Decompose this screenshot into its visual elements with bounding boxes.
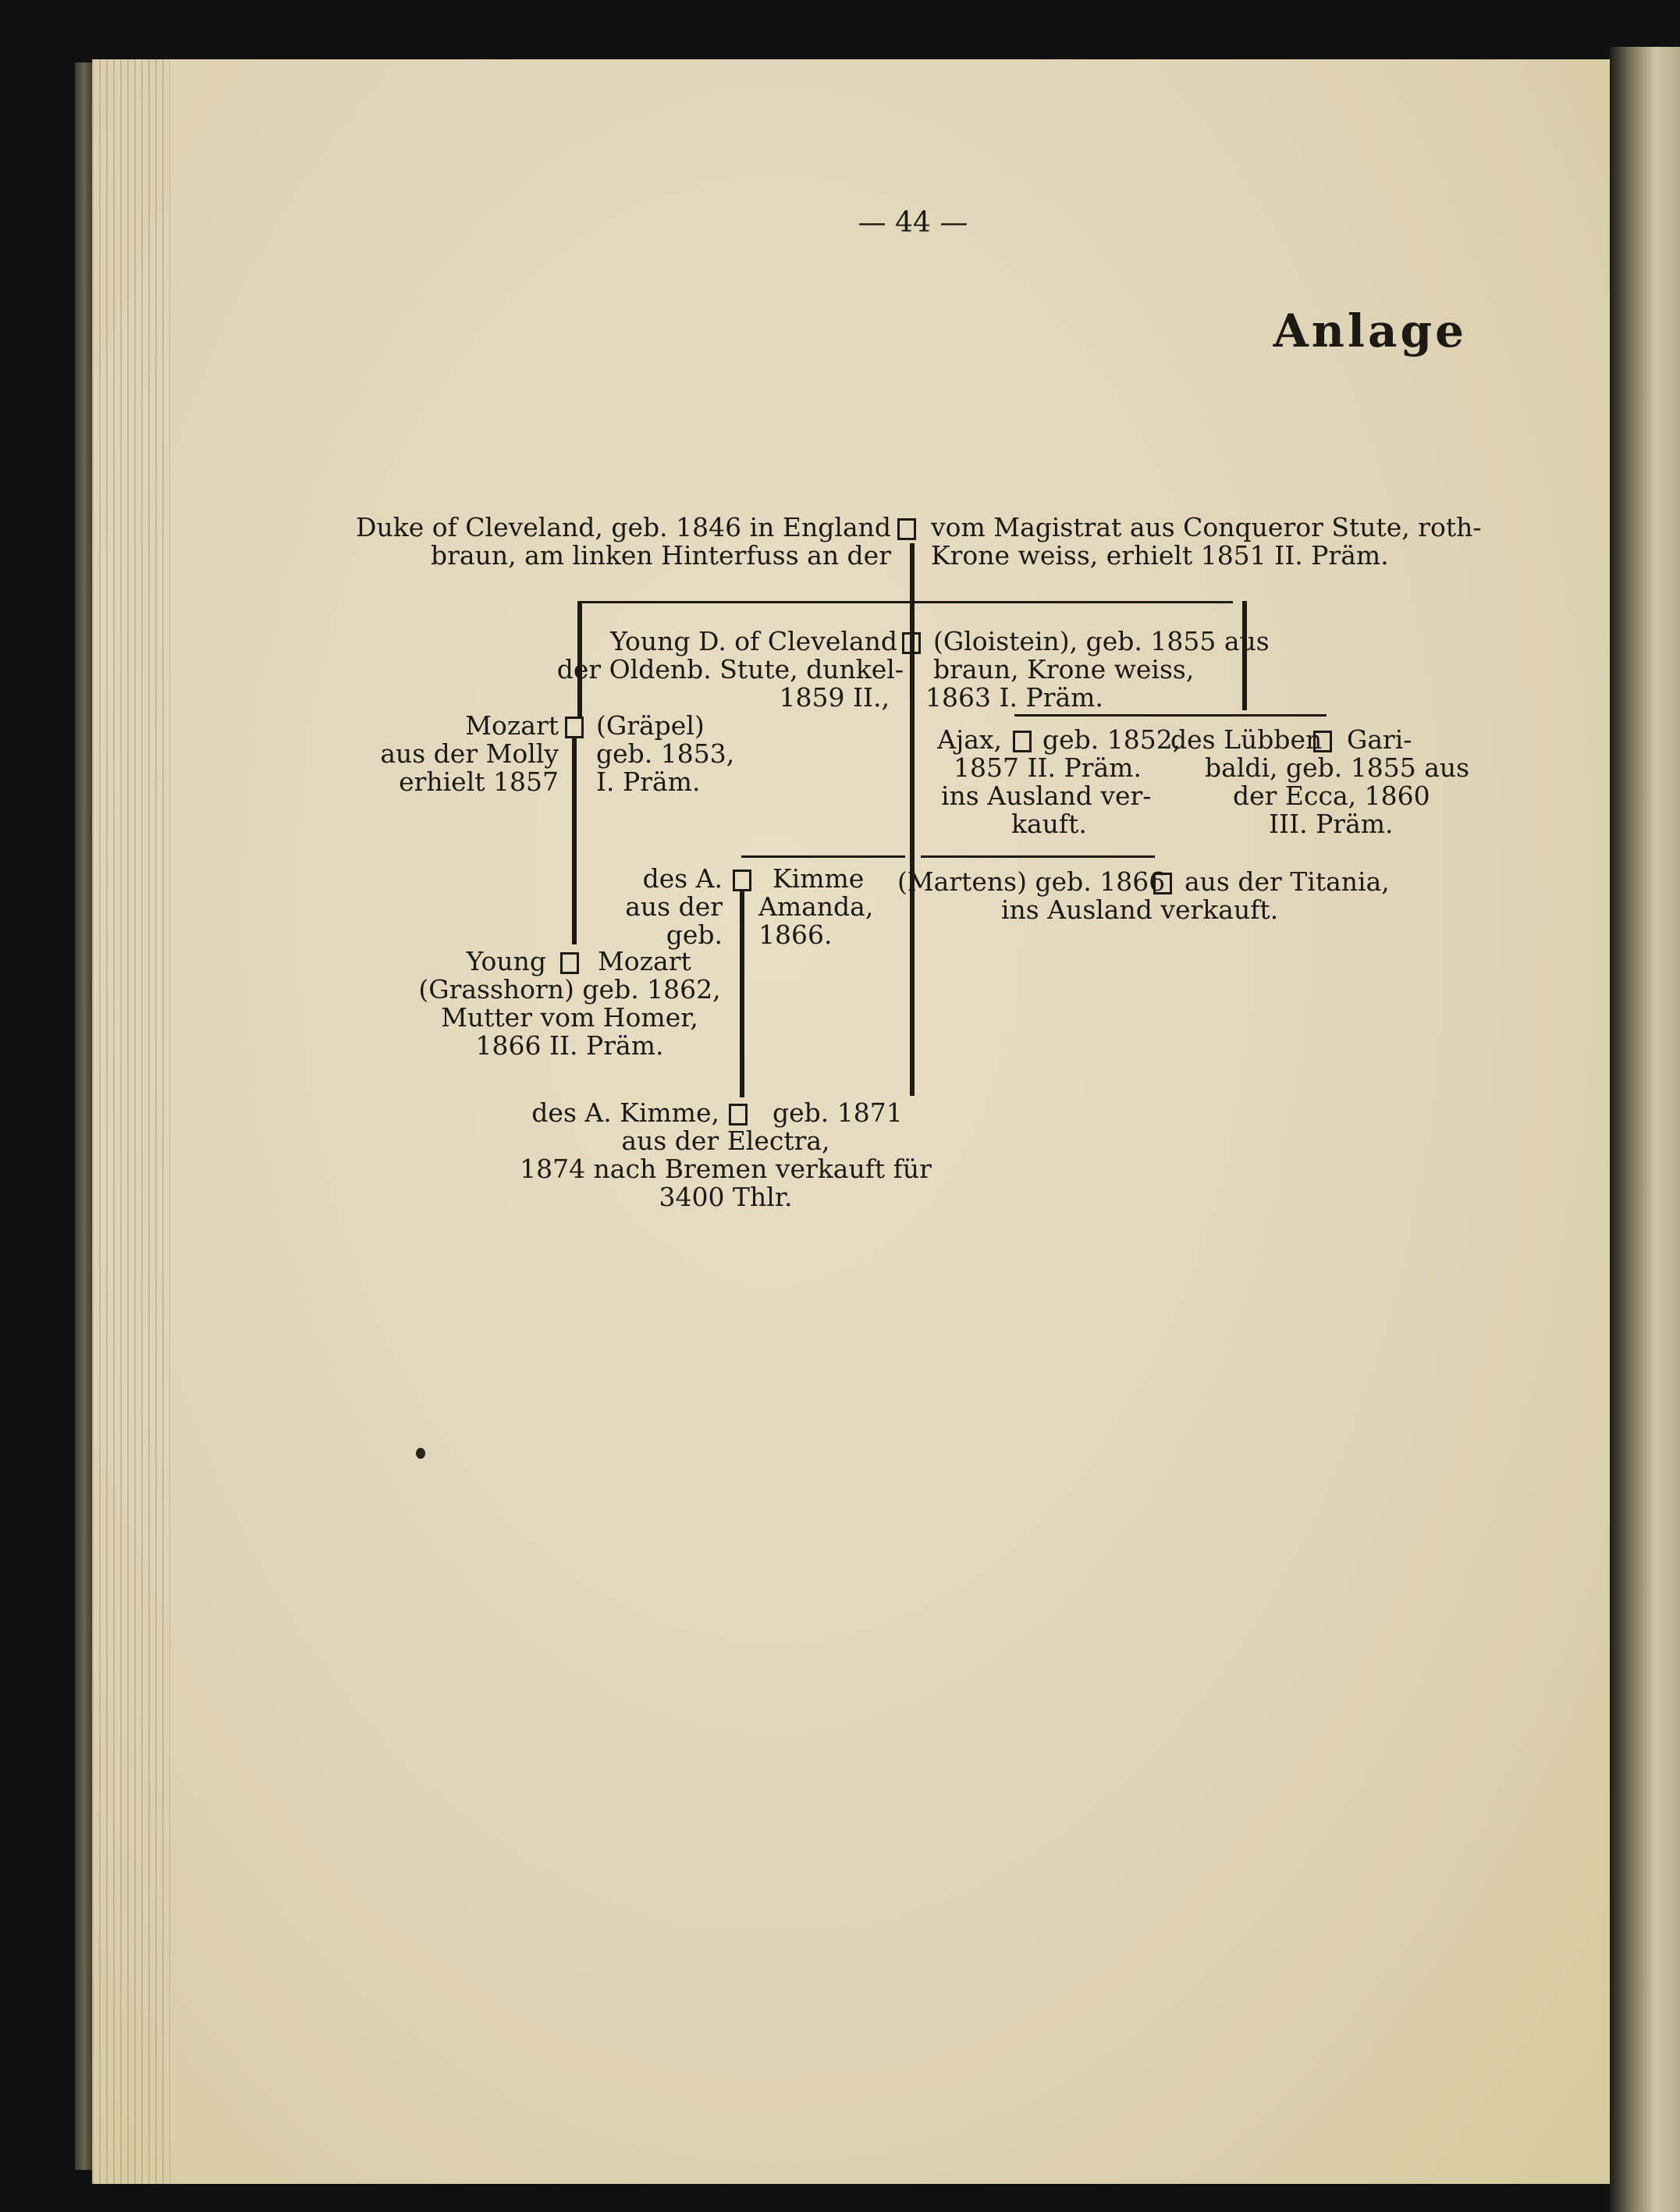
young-mozart-right: Mozart	[598, 946, 691, 976]
duke-right-line2: Krone weiss, erhielt 1851 II. Präm.	[931, 540, 1389, 571]
mozart-left-line1: Mozart	[465, 710, 559, 741]
young-mozart-below-line2: Mutter vom Homer,	[441, 1002, 698, 1033]
kimme-left-line3: geb.	[666, 919, 723, 950]
stallion-box-young-mozart	[560, 952, 579, 974]
branch-line-top	[577, 601, 1233, 603]
kimme-left-line2: aus der	[625, 891, 723, 922]
stallion-box-martens	[1153, 873, 1172, 894]
ajax-left: Ajax,	[937, 724, 1002, 755]
young-d-right-line3: 1863 I. Präm.	[925, 682, 1103, 713]
mozart-right-line2: geb. 1853,	[596, 738, 735, 769]
kimme-right-line2: Amanda,	[758, 891, 874, 922]
martens-right-line1: aus der Titania,	[1185, 866, 1390, 897]
kimme-son-below-line2: 1874 nach Bremen verkauft für	[520, 1154, 932, 1184]
kimme-son-left: des A. Kimme,	[531, 1097, 719, 1128]
garibaldi-left: des Lübben	[1170, 724, 1323, 755]
branch-line-kimme	[741, 855, 905, 858]
ajax-right-line3: ins Ausland ver-	[941, 781, 1152, 811]
mozart-right-line3: I. Präm.	[596, 766, 701, 797]
stallion-box-duke	[897, 518, 916, 540]
duke-left-line1: Duke of Cleveland, geb. 1846 in England	[356, 512, 891, 542]
young-mozart-below-line1: (Grasshorn) geb. 1862,	[418, 974, 721, 1005]
young-d-right-line1: (Gloistein), geb. 1855 aus	[933, 626, 1270, 656]
young-d-left-line1: Young D. of Cleveland	[610, 626, 897, 656]
ajax-right-line1: geb. 1852,	[1042, 724, 1181, 755]
main-line	[910, 543, 915, 1096]
kimme-left-line1: des A.	[642, 863, 723, 894]
ajax-right-line4: kauft.	[1011, 809, 1087, 839]
book-spine	[1610, 47, 1680, 2212]
young-d-left-line3: 1859 II.,	[779, 682, 890, 713]
branch-line-sons	[1014, 714, 1327, 717]
young-d-left-line2: der Oldenb. Stute, dunkel-	[556, 654, 904, 685]
kimme-right-line3: 1866.	[758, 919, 833, 950]
stallion-box-young-d	[902, 632, 921, 654]
kimme-right-line1: Kimme	[773, 863, 865, 894]
stallion-box-kimme-son	[729, 1104, 748, 1126]
stallion-box-mozart	[565, 717, 584, 738]
branch-line-martens	[921, 855, 1155, 858]
kimme-son-below-line1: aus der Electra,	[621, 1126, 830, 1156]
ink-spot	[416, 1448, 425, 1459]
garibaldi-right-line3: der Ecca, 1860	[1233, 781, 1430, 811]
duke-left-line2: braun, am linken Hinterfuss an der	[431, 540, 891, 571]
line-kimme-to-son	[740, 890, 744, 1097]
duke-right-line1: vom Magistrat aus Conqueror Stute, roth-	[931, 512, 1482, 542]
young-mozart-below-line3: 1866 II. Präm.	[475, 1030, 664, 1061]
garibaldi-right-line2: baldi, geb. 1855 aus	[1205, 752, 1470, 783]
kimme-son-below-line3: 3400 Thlr.	[659, 1182, 793, 1212]
kimme-son-right: geb. 1871	[773, 1097, 903, 1128]
mozart-right-line1: (Gräpel)	[596, 710, 705, 741]
garibaldi-right-line4: III. Präm.	[1269, 809, 1394, 839]
mozart-left-line2: aus der Molly	[380, 738, 559, 769]
ajax-right-line2: 1857 II. Präm.	[954, 752, 1142, 783]
page-title: Anlage	[1273, 304, 1467, 357]
page-edges	[92, 59, 170, 2184]
young-mozart-left: Young	[466, 946, 546, 976]
martens-right-line2: ins Ausland verkauft.	[1001, 894, 1279, 925]
garibaldi-right-line1: Gari-	[1347, 724, 1412, 755]
young-d-right-line2: braun, Krone weiss,	[933, 654, 1195, 685]
stallion-box-ajax	[1013, 731, 1032, 752]
stallion-box-garibaldi	[1313, 731, 1332, 752]
stallion-box-kimme	[733, 870, 751, 891]
martens-left: (Martens) geb. 1866	[897, 866, 1166, 897]
mozart-left-line3: erhielt 1857	[399, 766, 559, 797]
page-number: — 44 —	[858, 207, 968, 239]
